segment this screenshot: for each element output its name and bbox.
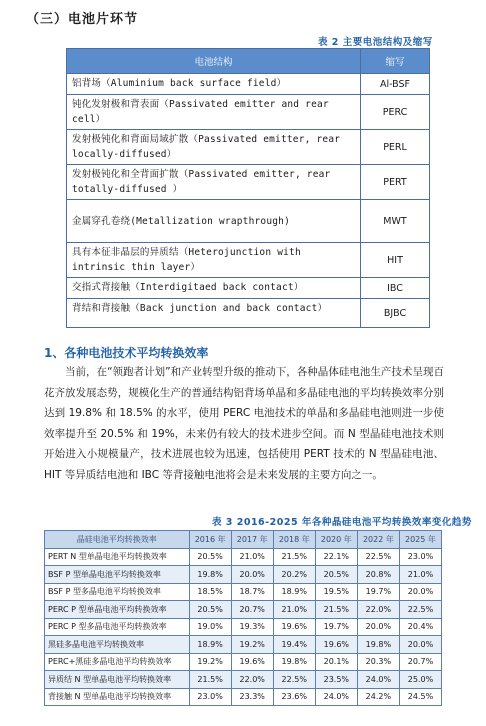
efficiency-value: 23.5% (315, 671, 357, 689)
efficiency-value: 19.5% (315, 583, 357, 601)
efficiency-value: 19.7% (357, 583, 399, 601)
efficiency-value: 25.0% (399, 671, 441, 689)
table1-body (67, 74, 430, 328)
efficiency-value: 19.8% (189, 566, 231, 584)
battery-structure-table (66, 48, 430, 328)
efficiency-value: 24.0% (315, 688, 357, 706)
table2-row (45, 601, 442, 619)
table1-row (67, 165, 430, 200)
efficiency-value: 20.3% (357, 653, 399, 671)
table1-row (67, 278, 430, 299)
table2-row (45, 618, 442, 636)
structure-name: 金属穿孔卷绕(Metallization wrapthrough) (67, 200, 361, 243)
efficiency-value: 21.5% (189, 671, 231, 689)
efficiency-value: 18.9% (273, 583, 315, 601)
efficiency-value: 19.7% (315, 618, 357, 636)
efficiency-trend-table (44, 530, 442, 706)
table2-caption: 表 3 2016-2025 年各种晶硅电池平均转换效率变化趋势 (212, 517, 472, 528)
efficiency-value: 20.5% (189, 601, 231, 619)
efficiency-value: 19.4% (273, 636, 315, 654)
cell-type-name: PERC+黑硅多晶电池平均转换效率 (45, 653, 190, 671)
efficiency-value: 23.0% (399, 548, 441, 566)
cell-type-name: 背接触 N 型单晶电池平均转换效率 (45, 688, 190, 706)
efficiency-value: 20.1% (315, 653, 357, 671)
efficiency-value: 24.0% (357, 671, 399, 689)
structure-abbreviation: Al-BSF (361, 74, 430, 95)
efficiency-value: 19.0% (189, 618, 231, 636)
efficiency-value: 19.6% (273, 618, 315, 636)
efficiency-value: 20.8% (357, 566, 399, 584)
efficiency-value: 20.0% (231, 566, 273, 584)
efficiency-value: 21.5% (273, 548, 315, 566)
efficiency-value: 23.6% (273, 688, 315, 706)
table1-header-row (67, 49, 430, 74)
efficiency-value: 21.0% (399, 566, 441, 584)
efficiency-value: 19.6% (231, 653, 273, 671)
table1-caption: 表 2 主要电池结构及缩写 (318, 37, 433, 48)
table2-header-year: 2017 年 (231, 531, 273, 549)
structure-name: 发射极钝化和全背面扩散（Passivated emitter, rear totally-diffused ） (67, 165, 361, 200)
efficiency-value: 19.6% (315, 636, 357, 654)
table2-header-year: 2020 年 (315, 531, 357, 549)
cell-type-name: 黑硅多晶电池平均转换效率 (45, 636, 190, 654)
table1-row (67, 200, 430, 243)
structure-abbreviation: HIT (361, 243, 430, 278)
table1-row (67, 299, 430, 328)
efficiency-value: 23.0% (189, 688, 231, 706)
structure-name: 具有本征非晶层的异质结（Heterojunction with intrinsic thin layer） (67, 243, 361, 278)
efficiency-value: 21.0% (273, 601, 315, 619)
efficiency-value: 21.0% (231, 548, 273, 566)
structure-name: 交指式背接触（Interdigitaed back contact） (67, 278, 361, 299)
table1-header-abbr: 缩写 (361, 49, 430, 74)
efficiency-value: 23.3% (231, 688, 273, 706)
structure-abbreviation: PERL (361, 130, 430, 165)
table2-row (45, 688, 442, 706)
table2-row (45, 566, 442, 584)
efficiency-value: 20.5% (189, 548, 231, 566)
table2-row (45, 636, 442, 654)
structure-abbreviation: PERC (361, 95, 430, 130)
table2-body (45, 548, 442, 706)
structure-name: 发射极钝化和背面局域扩散（Passivated emitter, rear locally-diffused） (67, 130, 361, 165)
efficiency-value: 18.5% (189, 583, 231, 601)
efficiency-value: 18.9% (189, 636, 231, 654)
efficiency-value: 22.0% (231, 671, 273, 689)
structure-name: 钝化发射极和背表面（Passivated emitter and rear cell） (67, 95, 361, 130)
efficiency-value: 19.8% (273, 653, 315, 671)
cell-type-name: BSF P 型单晶电池平均转换效率 (45, 566, 190, 584)
section-title: （三）电池片环节 (26, 12, 139, 27)
efficiency-value: 20.2% (273, 566, 315, 584)
cell-type-name: PERC P 型多晶电池平均转换效率 (45, 618, 190, 636)
efficiency-value: 24.2% (357, 688, 399, 706)
efficiency-value: 22.0% (357, 601, 399, 619)
cell-type-name: BSF P 型多晶电池平均转换效率 (45, 583, 190, 601)
efficiency-value: 24.5% (399, 688, 441, 706)
efficiency-value: 20.4% (399, 618, 441, 636)
efficiency-value: 19.3% (231, 618, 273, 636)
table1-header-structure: 电池结构 (67, 49, 361, 74)
efficiency-value: 18.7% (231, 583, 273, 601)
table2-header-year: 2018 年 (273, 531, 315, 549)
efficiency-value: 20.5% (315, 566, 357, 584)
cell-type-name: 异质结 N 型单晶电池平均转换效率 (45, 671, 190, 689)
body-paragraph: 当前，在“领跑者计划”和产业转型升级的推动下，各种晶体硅电池生产技术呈现百花齐放发展态势，规模化生产的普通结构铝背场单晶和多晶硅电池的平均转换效率分别达到 19.8% 和 18.5% 的水平，使用 PERC 电池技术的单晶和多晶硅电池则进一步使效率提升至 20.5% 和 19%，未来仍有较大的技术进步空间。而 N 型晶硅电池技术则开始进入小规模量产，技术进展也较为迅速，包括使用 PERT 技术的 N 型晶硅电池、HIT 等异质结电池和 IBC 等背接触电池将会是未来发展的主要方向之一。 (44, 366, 444, 481)
structure-abbreviation: PERT (361, 165, 430, 200)
structure-abbreviation: IBC (361, 278, 430, 299)
table1-row (67, 74, 430, 95)
efficiency-value: 20.0% (357, 618, 399, 636)
efficiency-value: 22.5% (273, 671, 315, 689)
structure-abbreviation: BJBC (361, 299, 430, 328)
table2-header-year: 2016 年 (189, 531, 231, 549)
efficiency-value: 22.5% (399, 601, 441, 619)
efficiency-value: 21.5% (315, 601, 357, 619)
table2-row (45, 548, 442, 566)
efficiency-value: 20.7% (231, 601, 273, 619)
structure-name: 铝背场（Aluminium back surface field） (67, 74, 361, 95)
table2-header-year: 2025 年 (399, 531, 441, 549)
efficiency-value: 19.2% (231, 636, 273, 654)
efficiency-value: 22.1% (315, 548, 357, 566)
table2-row (45, 583, 442, 601)
efficiency-value: 19.8% (357, 636, 399, 654)
efficiency-value: 20.7% (399, 653, 441, 671)
table2-header-row (45, 531, 442, 549)
table1-row (67, 130, 430, 165)
table2-header-year: 2022 年 (357, 531, 399, 549)
cell-type-name: PERT N 型单晶电池平均转换效率 (45, 548, 190, 566)
efficiency-value: 19.2% (189, 653, 231, 671)
structure-abbreviation: MWT (361, 200, 430, 243)
table2-row (45, 653, 442, 671)
section-heading-efficiency: 1、各种电池技术平均转换效率 (44, 346, 209, 360)
table1-row (67, 243, 430, 278)
cell-type-name: PERC P 型单晶电池平均转换效率 (45, 601, 190, 619)
efficiency-value: 20.0% (399, 636, 441, 654)
table2-row (45, 671, 442, 689)
table2-header-name: 晶硅电池平均转换效率 (45, 531, 190, 549)
table1-row (67, 95, 430, 130)
structure-name: 背结和背接触（Back junction and back contact） (67, 299, 361, 328)
efficiency-value: 20.0% (399, 583, 441, 601)
efficiency-value: 22.5% (357, 548, 399, 566)
